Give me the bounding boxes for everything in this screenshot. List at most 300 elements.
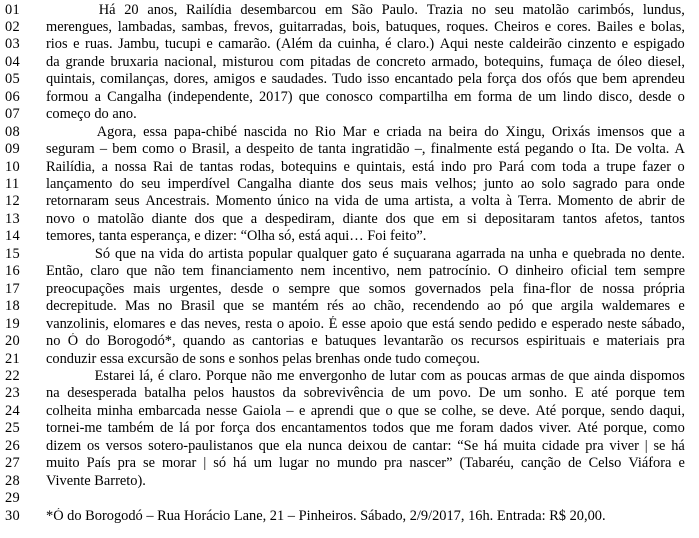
word: pra <box>117 455 136 472</box>
line-text <box>46 71 685 88</box>
line-text <box>46 176 685 193</box>
word: novo <box>46 210 75 227</box>
word: me <box>436 420 454 437</box>
word: batuques, <box>385 18 441 35</box>
word: sempre <box>288 280 331 297</box>
word: que <box>258 437 280 454</box>
word: conosco <box>325 88 373 105</box>
line-number: 01 <box>5 1 20 18</box>
word: si <box>467 210 477 227</box>
word: –, <box>414 141 426 158</box>
word: elomares <box>113 315 166 332</box>
word: cores. <box>557 18 592 35</box>
word: e <box>206 36 213 53</box>
line-number: 22 <box>5 367 20 384</box>
line-number: 25 <box>5 420 20 437</box>
word: argila <box>560 298 594 315</box>
word: sábado, <box>641 315 685 332</box>
word: armado, <box>431 53 479 70</box>
word: pra <box>666 333 685 350</box>
word: vida <box>159 245 185 262</box>
word: a <box>94 88 101 105</box>
word: preocupações <box>46 280 125 297</box>
word: ao <box>520 176 535 192</box>
word: se <box>252 298 265 315</box>
word: nascida <box>243 123 287 140</box>
line-text <box>46 263 685 280</box>
word: que <box>398 402 419 419</box>
word: De <box>615 141 632 158</box>
word: resta <box>245 315 273 332</box>
word: abrir <box>638 193 666 210</box>
word: O <box>497 263 509 280</box>
word: bolas, <box>650 18 685 35</box>
word: recendendo <box>412 298 480 315</box>
word: um <box>538 88 557 105</box>
word: dos <box>341 176 362 192</box>
word: de <box>159 420 174 437</box>
word: se <box>653 437 666 454</box>
word: de <box>597 53 612 70</box>
word: rés <box>326 298 344 315</box>
word: (Além <box>276 36 313 53</box>
word: de <box>550 367 564 384</box>
word: ao <box>351 298 366 315</box>
line-text <box>46 159 685 176</box>
word: nacional, <box>164 53 217 70</box>
text-line <box>0 508 699 525</box>
word: deixou <box>347 437 388 454</box>
word: carimbós, <box>577 1 635 18</box>
word: anos, <box>147 1 178 18</box>
word: Rio <box>314 123 336 140</box>
word: por <box>195 420 215 437</box>
word: despediram, <box>264 210 335 227</box>
word: há <box>233 455 247 472</box>
word: desde <box>638 88 672 105</box>
word: que <box>413 210 435 227</box>
word: botequins <box>280 158 337 175</box>
word: está <box>432 315 455 332</box>
word: Xingu, <box>505 123 546 140</box>
word: também <box>107 420 155 437</box>
word: e <box>678 298 685 315</box>
word: um <box>503 385 522 402</box>
text-line <box>0 490 699 507</box>
word: espirituais <box>526 333 586 350</box>
word: e <box>621 36 629 53</box>
word: pelos <box>193 385 225 402</box>
word: tantos <box>650 210 685 227</box>
word: saudades. <box>271 71 328 88</box>
line-text <box>46 281 685 298</box>
word: me <box>276 367 295 384</box>
word: o <box>677 158 685 175</box>
word: Brasil, <box>191 141 230 158</box>
word: e <box>638 18 646 35</box>
word: tanta <box>318 141 347 158</box>
word: dos <box>194 210 215 227</box>
word: volta. <box>636 141 670 158</box>
word: no <box>293 123 309 140</box>
word: afetos, <box>604 210 643 227</box>
word: quebrada <box>573 245 626 262</box>
line-number: 24 <box>5 402 20 419</box>
word: diante <box>342 210 378 227</box>
word: Cangalha <box>237 176 292 192</box>
word: tem <box>614 263 637 280</box>
word: do <box>484 123 499 140</box>
word: sendo <box>459 315 493 332</box>
line-text: começo do ano. <box>46 106 137 123</box>
line-text <box>46 403 685 420</box>
line-number: 07 <box>5 106 20 123</box>
word: força <box>220 420 250 437</box>
word: do <box>85 333 100 350</box>
word: fazer <box>642 158 672 175</box>
word: que <box>222 210 244 227</box>
line-text <box>46 141 685 158</box>
word: E <box>574 385 584 402</box>
word: como <box>142 141 175 158</box>
word: na <box>428 123 442 140</box>
line-text <box>46 36 685 53</box>
word: beira <box>448 123 478 140</box>
text-line <box>0 176 699 193</box>
line-text <box>46 2 685 19</box>
word: a <box>678 123 685 140</box>
word: quintais, <box>46 71 96 88</box>
word: esse <box>341 315 366 332</box>
line-text <box>46 246 685 263</box>
word: Agora, <box>96 123 137 140</box>
word: ofós <box>546 71 572 88</box>
word: despeito <box>246 141 295 158</box>
line-text <box>46 420 685 437</box>
word: frevos, <box>233 18 273 35</box>
word: a <box>101 158 109 175</box>
word: pra <box>585 437 604 454</box>
word: e <box>311 333 318 350</box>
word: e <box>544 18 552 35</box>
word: waldemares <box>601 298 671 315</box>
word: pro <box>472 158 493 175</box>
word: botequins, <box>484 53 544 70</box>
word: compartilha <box>379 88 448 105</box>
word: Terra. <box>517 193 552 210</box>
word: apoio <box>370 315 403 332</box>
word: que <box>339 280 360 297</box>
word: de <box>671 193 685 210</box>
word: sagrado <box>572 176 618 192</box>
word: e <box>561 245 569 262</box>
line-number: 23 <box>5 385 20 402</box>
word: trupe <box>606 158 636 175</box>
word: é <box>382 245 389 262</box>
word: País <box>86 455 111 472</box>
word: batalha <box>144 385 186 402</box>
word: – <box>99 141 108 158</box>
word: minha <box>96 402 133 419</box>
word: pitadas <box>310 53 351 70</box>
word: no <box>315 455 330 472</box>
word: e <box>260 71 267 88</box>
word: disco, <box>598 88 633 105</box>
word: Mas <box>124 298 150 315</box>
word: Só <box>94 245 111 262</box>
word: formou <box>46 88 89 105</box>
word: cantorias <box>251 333 304 350</box>
word: quintais, <box>356 158 406 175</box>
word: rios <box>46 36 68 53</box>
word: cuinha, <box>337 36 380 53</box>
word: Pará <box>498 158 525 175</box>
word: sambas, <box>181 18 228 35</box>
word: 2017) <box>258 88 293 105</box>
word: nunca <box>307 437 343 454</box>
word: De <box>478 385 496 402</box>
word: o <box>179 141 187 158</box>
word: diante <box>151 210 187 227</box>
word: imperdível <box>167 176 230 192</box>
word: da <box>46 53 60 70</box>
text-line <box>0 281 699 298</box>
word: a <box>250 210 258 227</box>
word: Railídia <box>186 1 232 18</box>
word: o <box>82 210 90 227</box>
word: apoio. <box>288 315 325 332</box>
line-number: 29 <box>5 490 20 507</box>
word: em <box>324 1 343 18</box>
word: os <box>450 333 464 350</box>
word: pedido <box>497 315 537 332</box>
word: em <box>441 210 460 227</box>
word: essa <box>143 123 168 140</box>
word: Borogodó*, <box>107 333 176 350</box>
word: (Tabaréu, <box>459 455 515 472</box>
word: Momento <box>557 193 614 210</box>
word: armas <box>511 367 546 384</box>
word: dinheiro <box>515 263 564 280</box>
word: junto <box>483 176 514 192</box>
word: sobrevivência <box>303 385 384 402</box>
word: na <box>510 245 525 262</box>
word: (independente, <box>167 88 253 105</box>
word: força <box>487 71 517 88</box>
word: no <box>157 298 173 315</box>
word: – <box>286 402 294 419</box>
word: financiamento <box>211 263 294 280</box>
word: da <box>282 385 297 402</box>
word: de <box>371 367 385 384</box>
word: esperado <box>551 315 603 332</box>
word: Jambu, <box>118 36 160 53</box>
word: Orixás <box>551 123 591 140</box>
line-number: 19 <box>5 315 20 332</box>
line-text: conduzir essa excursão de sons e sonhos pelas brenhas onde tudo começou. <box>46 350 480 367</box>
word: na <box>46 385 60 402</box>
word: Tudo <box>332 71 363 88</box>
line-text <box>46 438 685 455</box>
word: tem <box>182 263 204 280</box>
word: só <box>213 455 227 472</box>
word: e <box>298 402 306 419</box>
word: seus <box>368 176 394 192</box>
word: lá <box>179 420 190 437</box>
word: retornaram <box>46 193 110 210</box>
word: Estarei <box>94 367 135 384</box>
word: volta <box>471 193 500 210</box>
word: | <box>644 437 648 454</box>
word: chão, <box>373 298 405 315</box>
text-line <box>0 71 699 88</box>
text-line <box>0 2 699 19</box>
word: a <box>459 193 466 210</box>
word: seu <box>141 176 161 192</box>
word: que <box>298 88 320 105</box>
word: nem <box>300 263 326 280</box>
word: grande <box>65 53 105 70</box>
text-line <box>0 420 699 437</box>
word: imensos <box>596 123 645 140</box>
word: ruas. <box>85 36 113 53</box>
line-number: 28 <box>5 472 20 489</box>
word: que <box>359 402 381 419</box>
word: sonho. <box>529 385 568 402</box>
word: uma <box>384 193 409 210</box>
line-number: 27 <box>5 455 20 472</box>
word: | <box>203 455 207 472</box>
word: Gaiola <box>242 402 281 419</box>
word: até <box>591 385 609 402</box>
line-text <box>46 89 685 106</box>
word: os <box>86 437 100 454</box>
line-number: 15 <box>5 245 20 262</box>
text-line <box>0 403 699 420</box>
word: fumaça <box>549 53 592 70</box>
word: Ancestrais. <box>145 193 210 210</box>
text-line <box>0 473 699 490</box>
word: lambadas, <box>117 18 176 35</box>
word: de <box>179 158 194 175</box>
word: amigos <box>213 71 256 88</box>
line-number: 11 <box>5 176 20 192</box>
word: Trazia <box>426 1 463 18</box>
word: lindo <box>562 88 593 105</box>
word: todos <box>372 420 404 437</box>
word: vida <box>334 193 359 210</box>
word: desembarcou <box>240 1 317 18</box>
text-line <box>0 141 699 158</box>
word: encantado <box>394 71 453 88</box>
word: pela <box>489 280 514 297</box>
text-line <box>0 193 699 210</box>
line-number: 12 <box>5 193 20 210</box>
word: de <box>391 385 405 402</box>
word: aprendeu <box>632 71 685 88</box>
word: desde <box>230 280 264 297</box>
word: Viáfora <box>628 455 672 472</box>
word: em <box>453 88 472 105</box>
line-number: 04 <box>5 53 20 70</box>
text-line <box>0 89 699 106</box>
word: espigado <box>633 36 685 53</box>
word: porque, <box>561 402 606 419</box>
word: porque <box>615 385 656 402</box>
word: sotero-paulistanos <box>148 437 253 454</box>
word: dente. <box>650 245 685 262</box>
word: haustos <box>231 385 275 402</box>
word: bem <box>112 141 138 158</box>
text-line <box>0 228 699 245</box>
word: muita <box>503 437 537 454</box>
word: é <box>385 36 392 53</box>
word: viver <box>609 437 639 454</box>
word: bem <box>602 71 628 88</box>
word: misturou <box>222 53 274 70</box>
word: claro <box>90 263 120 280</box>
word: está <box>497 141 520 158</box>
word: ao <box>487 298 501 315</box>
word: dizem <box>46 437 82 454</box>
word: à <box>505 193 513 210</box>
word: tucupi <box>164 36 201 53</box>
word: de <box>392 437 407 454</box>
word: mantém <box>272 298 319 315</box>
word: desesperada <box>67 385 137 402</box>
word: lançamento <box>46 176 113 192</box>
word: Porque <box>205 367 247 384</box>
line-number: 16 <box>5 263 20 280</box>
word: de <box>619 193 633 210</box>
word: embarcada <box>138 402 201 419</box>
word: pela <box>457 71 482 88</box>
word: Mar <box>342 123 367 140</box>
word: no <box>630 245 646 262</box>
word: popular <box>248 245 293 262</box>
word: papa-chibé <box>173 123 238 140</box>
word: Aqui <box>439 36 469 53</box>
word: das <box>180 315 200 332</box>
text-line <box>0 36 699 53</box>
word: mais <box>400 176 428 192</box>
word: do <box>119 176 134 192</box>
word: o <box>272 280 280 297</box>
word: camarão. <box>218 36 271 53</box>
word: caldeirão <box>509 36 562 53</box>
word: ingratidão <box>351 141 410 158</box>
line-text <box>46 298 685 315</box>
word: tantos <box>562 210 597 227</box>
word: própria <box>643 280 685 297</box>
word: Brasil <box>180 298 215 315</box>
word: Então, <box>46 263 84 280</box>
word: incentivo, <box>332 263 390 280</box>
word: seus <box>114 193 140 210</box>
word: recursos <box>470 333 519 350</box>
word: criada <box>386 123 422 140</box>
word: deve. <box>499 402 530 419</box>
word: levantarão <box>383 333 444 350</box>
text-line <box>0 211 699 228</box>
word: de <box>518 88 532 105</box>
word: comilanças, <box>100 71 169 88</box>
word: bruxaria <box>110 53 159 70</box>
word: unha <box>528 245 557 262</box>
word: mais <box>133 280 161 297</box>
line-number: 30 <box>5 507 20 524</box>
word: tantas <box>199 158 234 175</box>
